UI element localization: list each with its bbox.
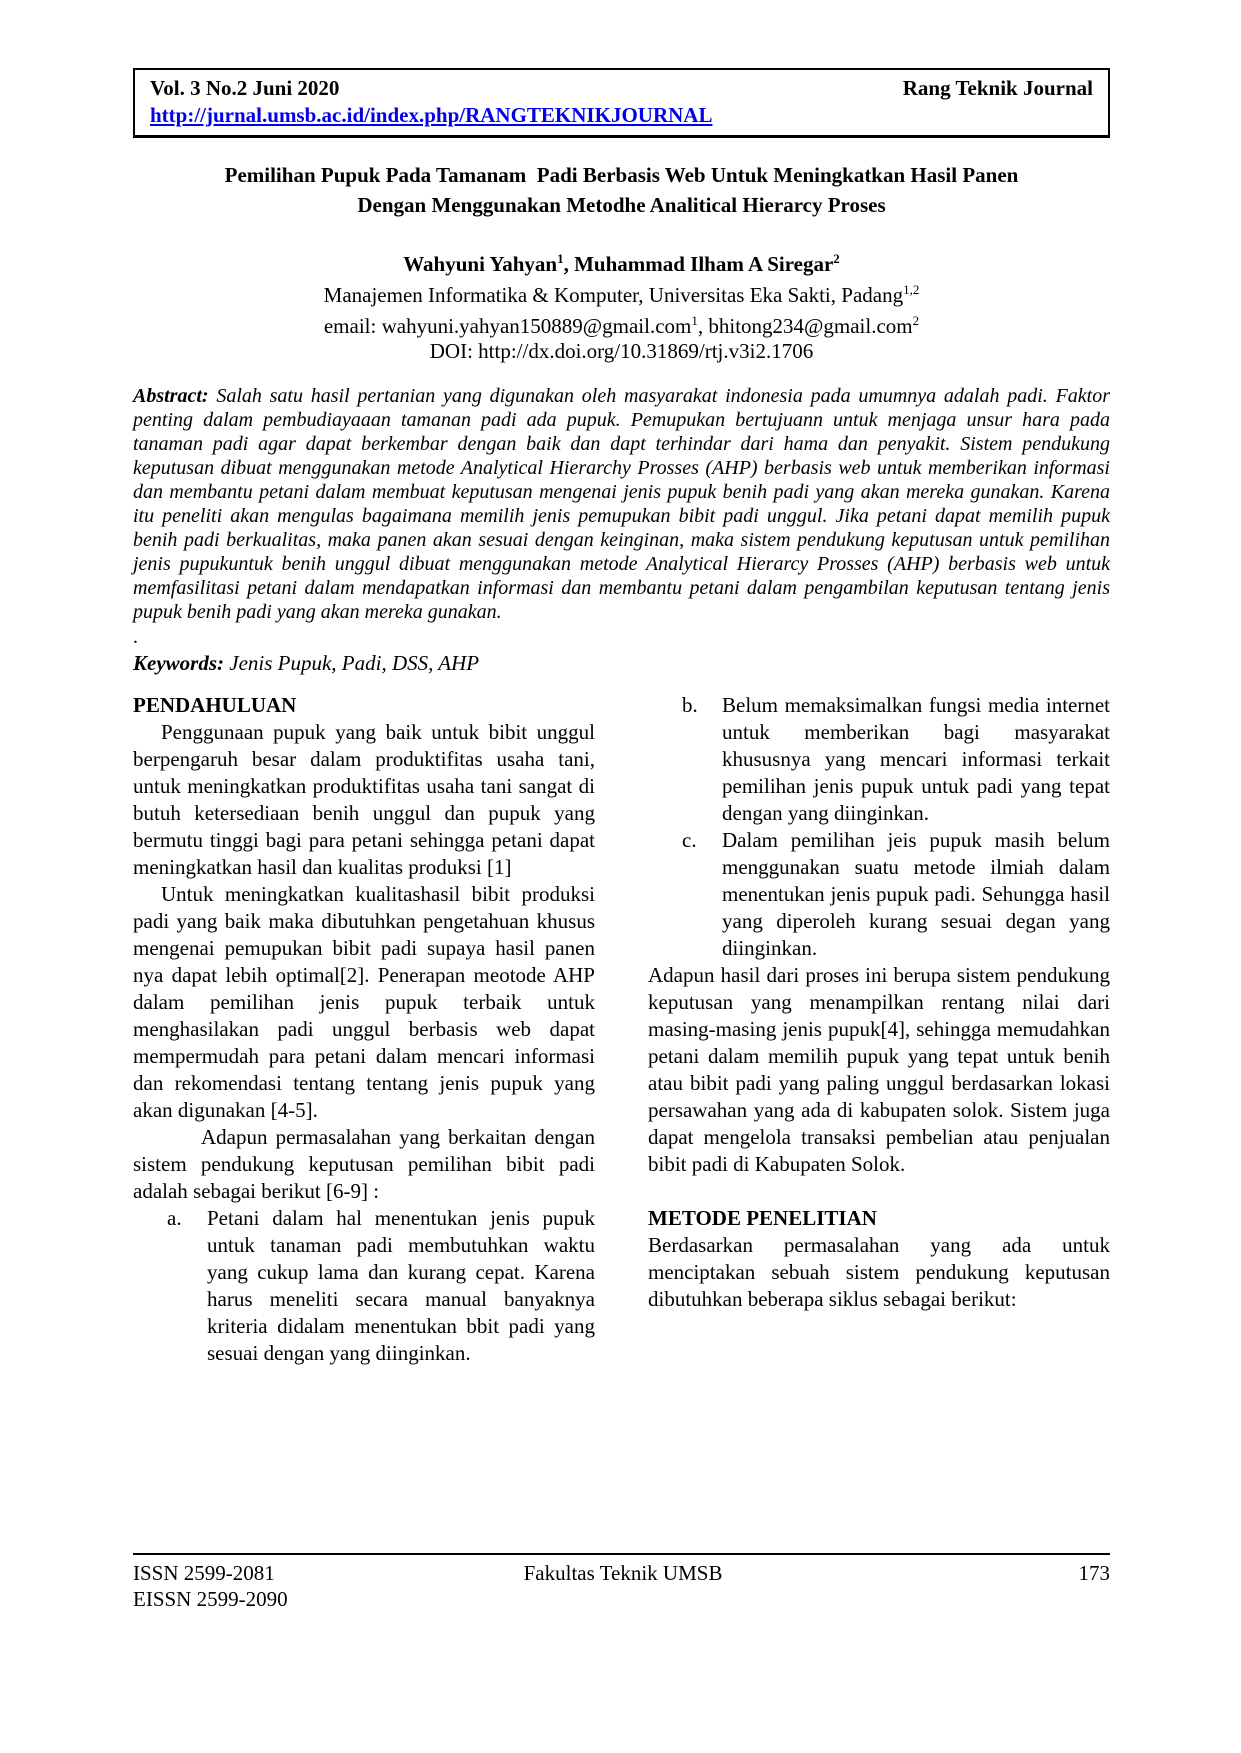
- list-item-b: [648, 692, 1110, 827]
- eissn-label: EISSN 2599-2090: [133, 1587, 288, 1611]
- abstract-label: Abstract:: [133, 385, 209, 407]
- keywords-text: Jenis Pupuk, Padi, DSS, AHP: [224, 651, 480, 675]
- list-item-b-text: Belum memaksimalkan fungsi media internet untuk memberikan bagi masyarakat khususnya yang mencari informasi terkait pemilihan jenis pupuk untuk padi yang tepat dengan yang diinginkan.: [722, 693, 1110, 825]
- affiliation-line: [133, 277, 1110, 308]
- authors-separator: ,: [563, 252, 575, 276]
- footer-issn-block: [133, 1560, 288, 1612]
- pendahuluan-paragraph-2: Untuk meningkatkan kualitashasil bibit produksi padi yang baik maka dibutuhkan pengetahuan khusus mengenai pemupukan bibit padi supaya hasil panen nya dapat lebih optimal[2]. Penerapan meotode AHP dalam pemilihan jenis pupuk terbaik untuk menghasilakan padi unggul berbasis web dapat mempermudah para petani dalam mencari informasi dan rekomendasi tentang tentang jenis pupuk yang akan digunakan [4-5].: [133, 882, 595, 1122]
- author-1-superscript: 1: [557, 251, 564, 266]
- abstract-paragraph: [133, 384, 1110, 624]
- right-column: [648, 692, 1110, 1367]
- volume-issue-label: Vol. 3 No.2 Juni 2020: [150, 76, 340, 100]
- left-column: [133, 692, 595, 1367]
- email-address-1: email: wahyuni.yahyan150889@gmail.com: [323, 314, 692, 338]
- email-2-superscript: 2: [912, 313, 920, 328]
- authors-line: [133, 246, 1110, 277]
- page-footer: [133, 1553, 1110, 1612]
- metode-paragraph: Berdasarkan permasalahan yang ada untuk menciptakan sebuah sistem pendukung keputusan dibutuhkan beberapa siklus sebagai berikut:: [648, 1233, 1110, 1311]
- email-line: [133, 308, 1110, 339]
- journal-page: [133, 68, 1110, 1367]
- article-title-line1: Pemilihan Pupuk Pada Tamanam Padi Berbasis Web Untuk Meningkatkan Hasil Panen: [224, 163, 1019, 187]
- stray-dot: .: [133, 626, 138, 648]
- pendahuluan-paragraph-3: Adapun permasalahan yang berkaitan dengan sistem pendukung keputusan pemilihan bibit padi adalah sebagai berikut [6-9] :: [133, 1125, 595, 1203]
- page-number: 173: [1078, 1561, 1110, 1585]
- author-1-name: Wahyuni Yahyan: [403, 252, 558, 276]
- list-item-a: [133, 1205, 595, 1367]
- email-1-superscript: 1: [691, 313, 698, 328]
- pendahuluan-paragraph-1: Penggunaan pupuk yang baik untuk bibit unggul berpengaruh besar dalam produktifitas usaha tani, untuk meningkatkan produktifitas usaha tani sangat di butuh ketersediaan benih unggul dan pupuk yang bermutu tinggi bagi para petani sehingga petani dapat meningkatkan hasil dan kualitas produksi [1]: [133, 720, 595, 879]
- affiliation-superscript: 1,2: [903, 282, 920, 297]
- results-paragraph: Adapun hasil dari proses ini berupa sistem pendukung keputusan yang menampilkan rentang nilai dari masing-masing jenis pupuk[4], sehingga memudahkan petani dalam memilih pupuk yang tepat untuk benih atau bibit padi yang paling unggul berdasarkan lokasi persawahan yang ada di kabupaten solok. Sistem juga dapat mengelola transaksi pembelian atau penjualan bibit padi di Kabupaten Solok.: [648, 963, 1110, 1176]
- issn-label: ISSN 2599-2081: [133, 1561, 275, 1585]
- keywords-line: [133, 650, 1110, 676]
- list-item-c-marker: c.: [682, 828, 697, 852]
- author-2-name: Muhammad Ilham A Siregar: [574, 252, 834, 276]
- list-item-b-marker: b.: [682, 693, 698, 717]
- article-title: [133, 160, 1110, 220]
- footer-faculty-label: Fakultas Teknik UMSB: [523, 1561, 723, 1585]
- list-item-a-marker: a.: [167, 1206, 182, 1230]
- affiliation-text: Manajemen Informatika & Komputer, Universitas Eka Sakti, Padang: [323, 283, 904, 307]
- journal-name: Rang Teknik Journal: [902, 76, 1093, 100]
- footer-row: [133, 1560, 1110, 1612]
- journal-header-box: [133, 68, 1110, 138]
- keywords-label: Keywords:: [133, 651, 224, 675]
- email-address-2: , bhitong234@gmail.com: [697, 314, 913, 338]
- article-title-line2: Dengan Menggunakan Metodhe Analitical Hierarcy Proses: [357, 193, 886, 217]
- author-2-superscript: 2: [833, 251, 840, 266]
- two-column-body: [133, 692, 1110, 1367]
- section-heading-metode-penelitian: METODE PENELITIAN: [648, 1206, 877, 1230]
- journal-url-link[interactable]: http://jurnal.umsb.ac.id/index.php/RANGTEKNIKJOURNAL: [150, 103, 713, 127]
- section-heading-pendahuluan: PENDAHULUAN: [133, 693, 297, 717]
- abstract-text: Salah satu hasil pertanian yang digunakan oleh masyarakat indonesia pada umumnya adalah padi. Faktor penting dalam pembudiayaaan tamanan padi ada pupuk. Pemupukan bertujuann untuk menjaga unsur hara pada tanaman padi agar dapat berkembar dengan baik dan dapt terhindar dari hama dan penyakit. Sistem pendukung keputusan dibuat menggunakan metode Analytical Hierarchy Prosses (AHP) berbasis web untuk memberikan informasi dan membantu petani dalam membuat keputusan mengenai jenis pupuk benih padi yang akan mereka gunakan. Karena itu peneliti akan mengulas bagaimana memilih jenis pemupukan bibit padi unggul. Jika petani dapat memilih pupuk benih padi berkualitas, maka panen akan sesuai dengan keinginan, maka sistem pendukung keputusan untuk pemilihan jenis pupukuntuk benih unggul dibuat menggunakan metode Analytical Hierarcy Prosses (AHP) berbasis web untuk memfasilitasi petani dalam mendapatkan informasi dan membantu petani dalam pengambilan keputusan tentang jenis pupuk benih padi yang akan mereka gunakan.: [133, 385, 1110, 623]
- list-item-a-text: Petani dalam hal menentukan jenis pupuk untuk tanaman padi membutuhkan waktu yang cukup lama dan kurang cepat. Karena harus meneliti secara manual banyaknya kriteria didalam menentukan bbit padi yang sesuai dengan yang diinginkan.: [207, 1206, 595, 1365]
- journal-header-row: [150, 75, 1093, 101]
- list-item-c-text: Dalam pemilihan jeis pupuk masih belum menggunakan suatu metode ilmiah dalam menentukan jenis pupuk padi. Sehungga hasil yang diperoleh kurang sesuai degan yang diinginkan.: [722, 828, 1110, 960]
- doi-line: DOI: http://dx.doi.org/10.31869/rtj.v3i2.1706: [429, 339, 814, 363]
- list-item-c: [648, 827, 1110, 962]
